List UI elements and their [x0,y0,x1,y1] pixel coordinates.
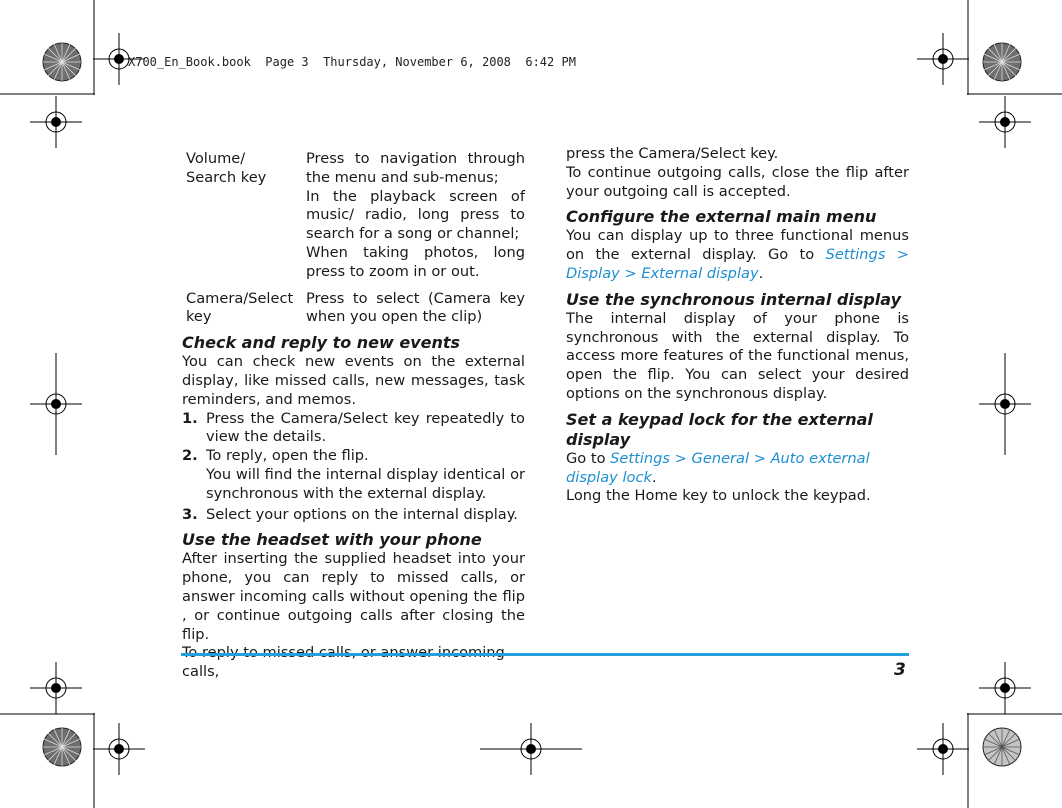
paragraph: The internal display of your phone is synchronous with the external display. To access more features of the functional menus, open the flip. You can select your desired options on the synchronous display. [566,309,909,402]
paragraph: Long the Home key to unlock the keypad. [566,487,871,505]
menu-path-item: General [691,449,750,467]
key-table [182,150,525,327]
footer-rule [181,653,909,656]
menu-path-item: Settings [610,449,671,467]
left-column [182,150,525,682]
paragraph: To continue outgoing calls, close the flip after your outgoing call is accepted. [566,163,909,200]
paragraph: You can check new events on the external display, like missed calls, new messages, task reminders, and memos. [182,353,525,408]
print-slug: X700_En_Book.book Page 3 Thursday, November 6, 2008 6:42 PM [128,55,576,69]
key-name: Camera/Select key [186,289,294,326]
paragraph: Go to Settings > General > Auto external display lock. [566,449,870,486]
section-heading: Use the synchronous internal display [566,289,902,309]
page-number: 3 [894,660,906,680]
section-heading: Use the headset with your phone [182,530,482,550]
menu-path-item: Settings [825,246,886,264]
key-description: Press to select (Camera key when you open the clip) [306,289,525,326]
list-item: 1. Press the Camera/Select key repeatedly to view the details. [182,409,525,446]
right-column [566,145,909,506]
key-description: Press to navigation through the menu and sub-menus; In the playback screen of music/ radio, long press to search for a song or channel; When taking photos, long press to zoom in or out. [306,150,525,280]
list-item: 3. Select your options on the internal display. [182,505,518,523]
section-heading: Configure the external main menu [566,207,877,227]
menu-path-item: External display [641,264,759,282]
section-heading: Check and reply to new events [182,333,461,353]
paragraph: press the Camera/Select key. [566,145,779,162]
paragraph: You can display up to three functional menus on the external display. Go to Settings > Display > External display. [566,227,910,282]
paragraph: After inserting the supplied headset into your phone, you can reply to missed calls, or answer incoming calls without opening the flip , or continue outgoing calls after closing the flip. [182,550,525,643]
paragraph: calls, [182,663,220,681]
menu-path-item: Display [566,264,620,282]
key-name: Volume/ Search key [186,150,267,186]
menu-path-item: Auto external display lock [566,449,870,486]
list-item: 2. To reply, open the flip. You will find the internal display identical or synchronous with the external display. [182,447,525,502]
section-heading: Set a keypad lock for the external display [566,409,873,449]
